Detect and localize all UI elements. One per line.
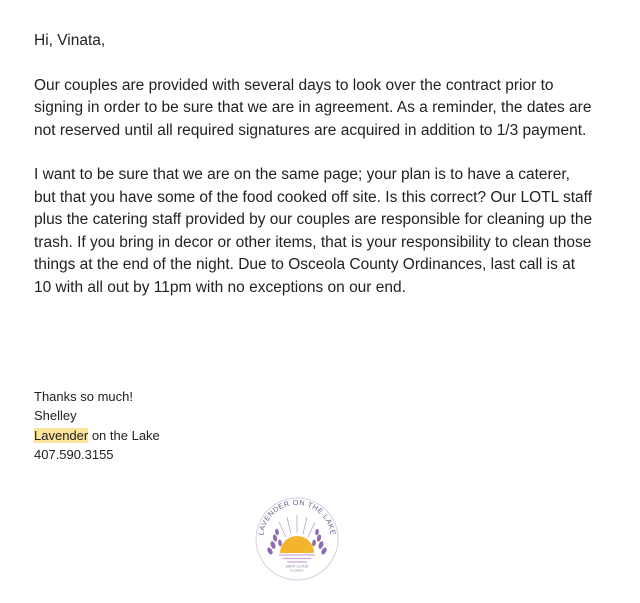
logo-sun-rays: [279, 515, 315, 537]
email-greeting: Hi, Vinata,: [34, 32, 106, 49]
logo-water: [279, 555, 315, 562]
email-body: [34, 30, 594, 321]
logo-sub-text-1: SAINT CLOUD: [285, 564, 309, 569]
signature-closing: Thanks so much!: [34, 389, 133, 404]
logo-arc-text: LAVENDER ON THE LAKE: [256, 497, 338, 536]
email-paragraph-1: Our couples are provided with several days to look over the contract prior to signing in order to be sure that we are in agreement. As a reminder, the dates are not reserved until all required signatures are acquired in addition to 1/3 payment.: [34, 76, 592, 139]
logo-lavender-right: [312, 529, 328, 556]
email-signature: [34, 387, 160, 464]
signature-name: Shelley: [34, 408, 77, 424]
signature-company: [34, 426, 160, 445]
email-paragraph-2: I want to be sure that we are on the same page; your plan is to have a caterer, but that you have some of the food cooked off site. Is this correct? Our LOTL staff plus the catering staff provided by our couples are responsible for cleaning up the trash. If you bring in decor or other items, that is your responsibility to clean those things at the end of the night. Due to Osceola County Ordinances, last call is at 10 with all out by 11pm with no exceptions on our end.: [34, 166, 593, 296]
logo-lavender-left: [266, 529, 282, 556]
lavender-on-the-lake-logo: [253, 493, 341, 581]
signature-company-rest: on the Lake: [88, 427, 160, 443]
signature-phone: 407.590.3155: [34, 446, 114, 462]
logo-sun: [280, 536, 314, 553]
logo-sub-text-2: FLORIDA: [290, 568, 304, 573]
signature-company-highlight: Lavender: [34, 427, 89, 443]
